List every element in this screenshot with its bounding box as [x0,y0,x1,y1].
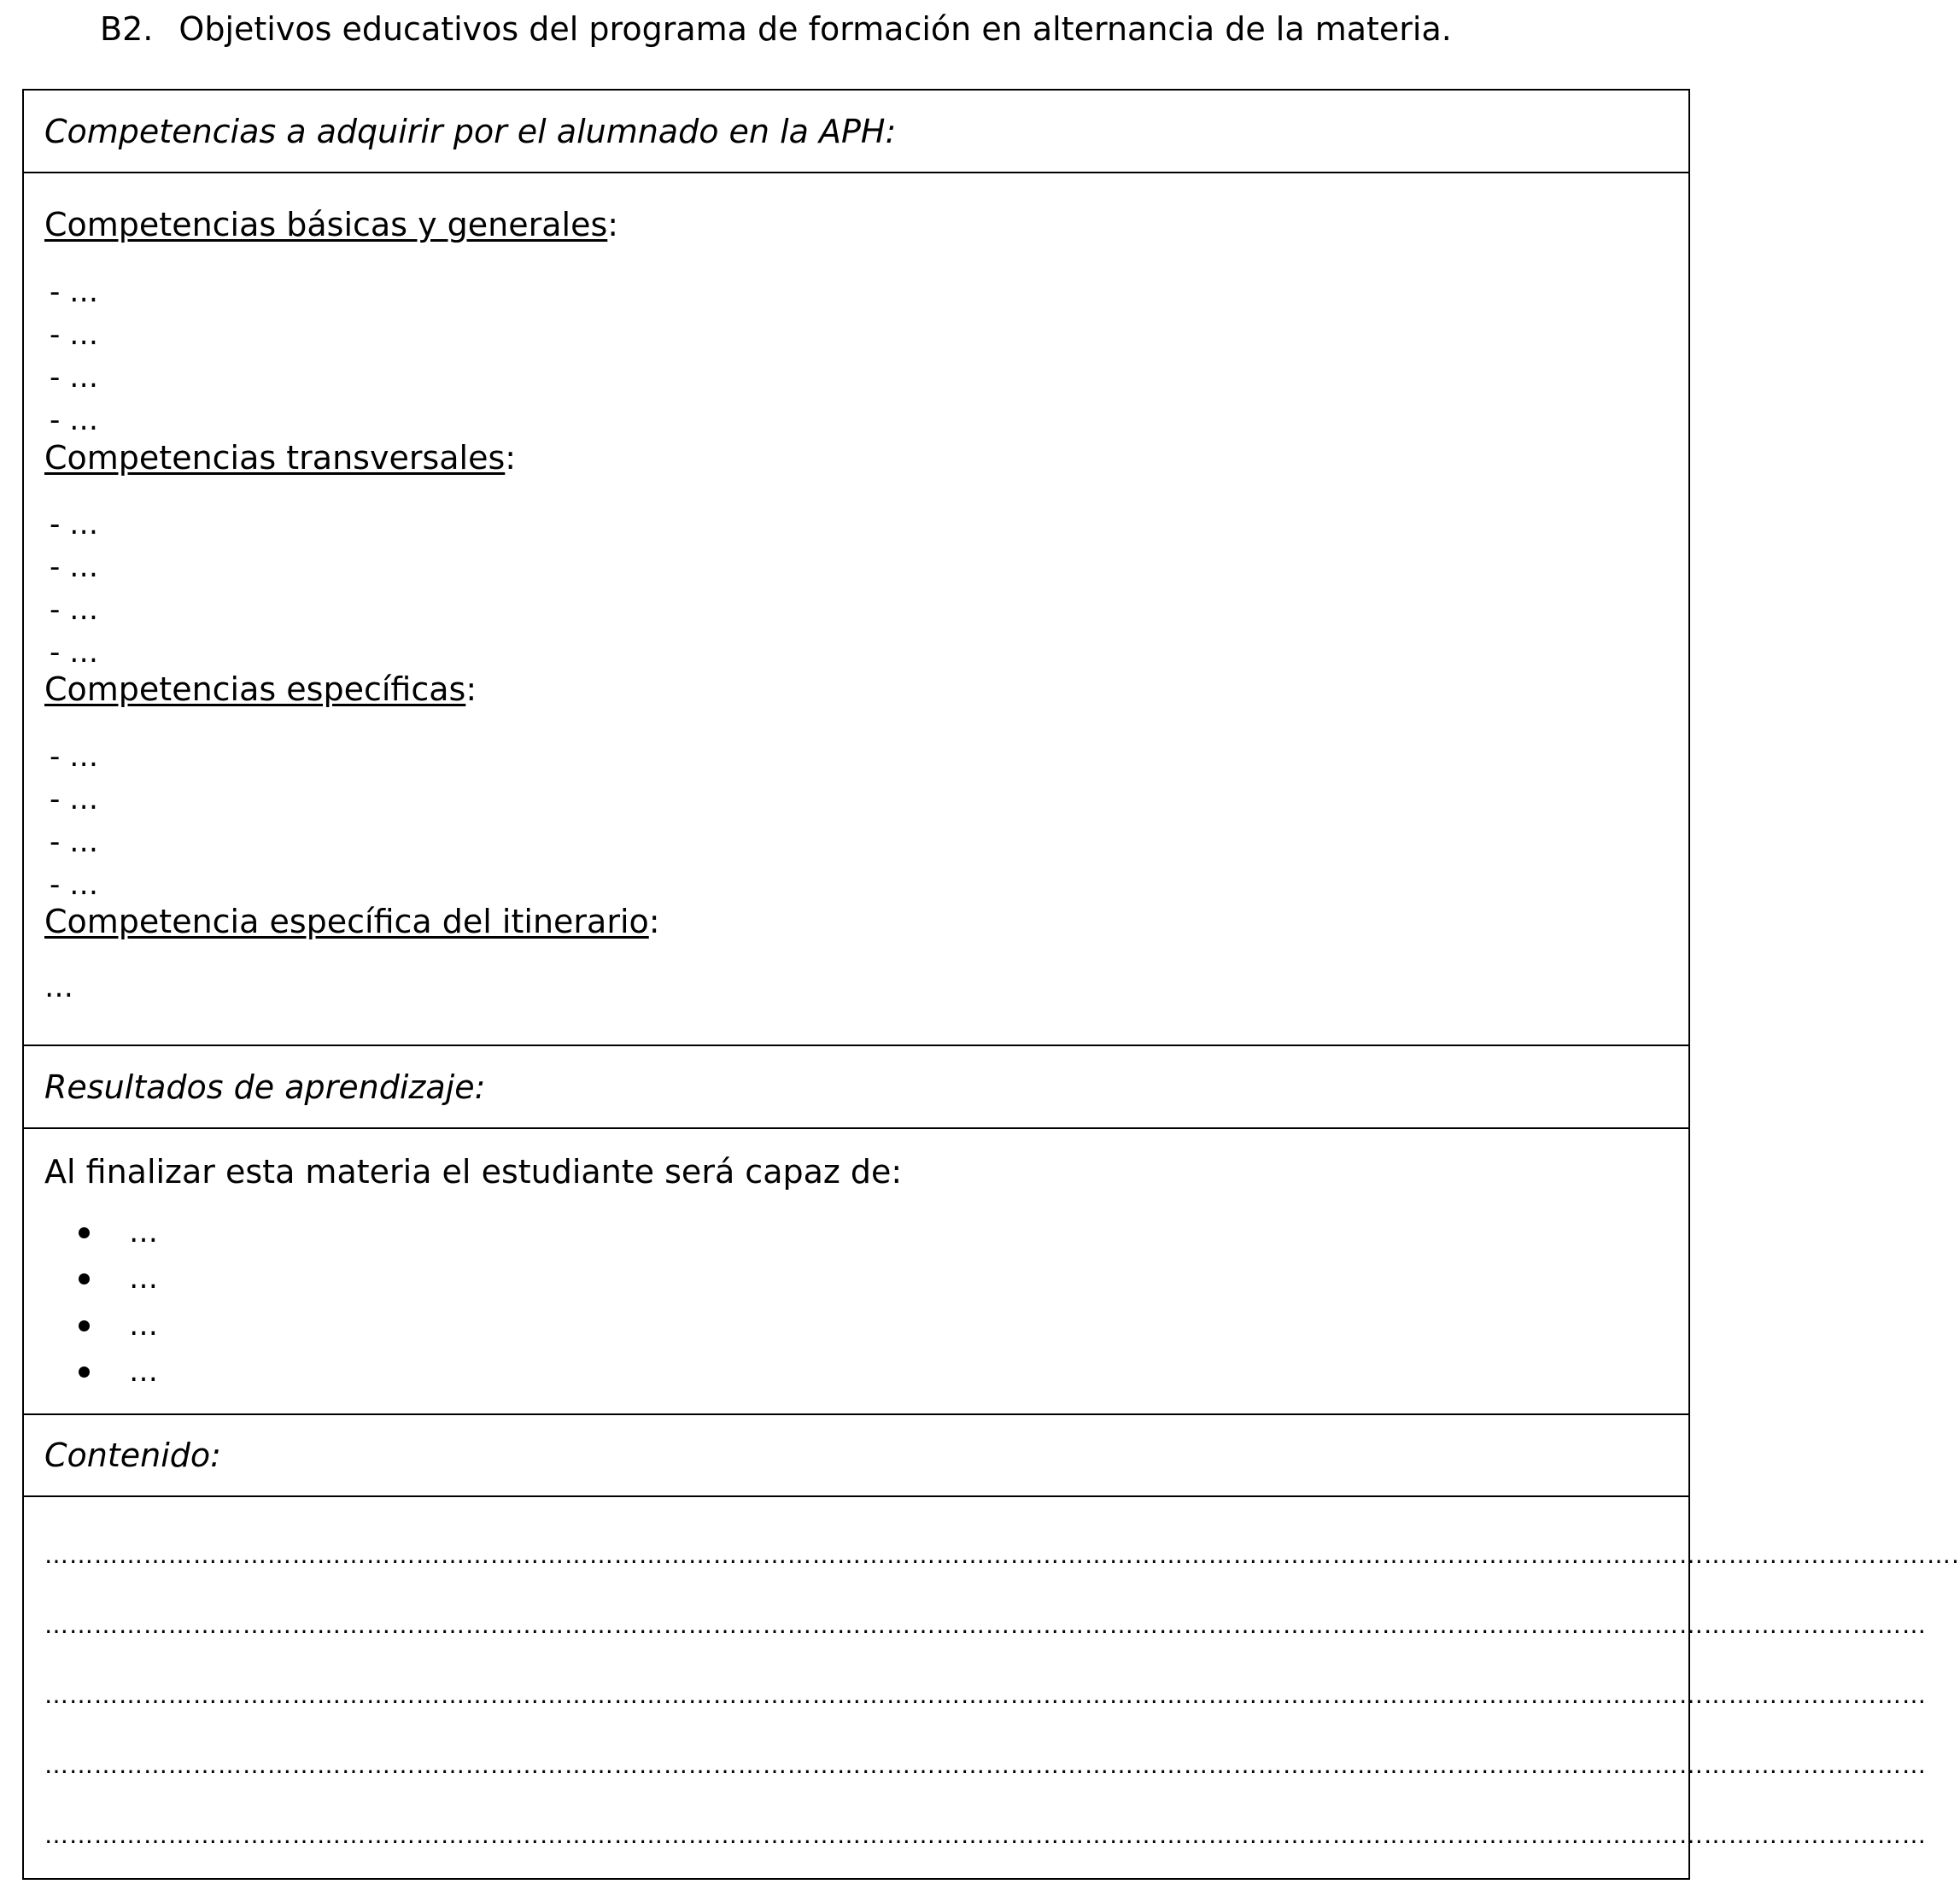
transversales-item: - … [50,550,99,584]
contenido-fill-line: ………………………………………………………………………………………………………………………………………………………………………………………………………… [44,1821,1927,1849]
objectives-form-table [22,89,1960,1880]
especificas-item: - … [50,825,99,859]
contenido-fill-line: ………………………………………………………………………………………………………………………………………………………………………………………………………… [44,1611,1927,1639]
resultados-item: … [79,1213,158,1252]
resultados-item: … [79,1306,158,1345]
competencias-label-row [24,91,1688,173]
contenido-label: Contenido: [44,1437,221,1474]
resultados-content-cell [24,1129,1688,1415]
section-title: Objetivos educativos del programa de formación en alternancia de la materia. [178,10,1452,48]
resultados-item: … [79,1352,158,1391]
especificas-item: - … [50,782,99,816]
especificas-item: - … [50,740,99,774]
basicas-item: - … [50,360,99,395]
especificas-heading: Competencias específicas: [44,670,477,708]
contenido-fill-line: ……………………………………………………………………………………………………………………………………………………………………………………………………………. [44,1541,1960,1569]
competencias-label: Competencias a adquirir por el alumnado en la APH: [44,112,897,150]
resultados-label: Resultados de aprendizaje: [44,1068,486,1106]
section-number: B2. [100,10,154,48]
bullet-icon [79,1366,90,1378]
resultados-item: … [79,1259,158,1298]
transversales-heading: Competencias transversales: [44,439,517,477]
resultados-intro: Al finalizar esta materia el estudiante será capaz de: [44,1153,903,1191]
competencias-content-cell [24,173,1688,1046]
contenido-fill-line: ………………………………………………………………………………………………………………………………………………………………………………………………………… [44,1751,1927,1779]
bullet-icon [79,1320,90,1331]
bullet-icon [79,1273,90,1284]
basicas-item: - … [50,318,99,352]
bullet-icon [79,1227,90,1238]
contenido-label-row [24,1415,1688,1497]
itinerario-heading: Competencia específica del itinerario: [44,903,660,940]
contenido-content-cell [24,1497,1960,1881]
basicas-item: - … [50,275,99,309]
section-heading [100,7,1452,51]
transversales-item: - … [50,593,99,627]
basicas-heading: Competencias básicas y generales: [44,206,619,243]
basicas-item: - … [50,403,99,437]
resultados-label-row [24,1046,1688,1129]
especificas-item: - … [50,868,99,902]
transversales-item: - … [50,507,99,541]
contenido-fill-line: ………………………………………………………………………………………………………………………………………………………………………………………………………… [44,1681,1927,1709]
itinerario-text: … [44,970,73,1004]
transversales-item: - … [50,635,99,670]
